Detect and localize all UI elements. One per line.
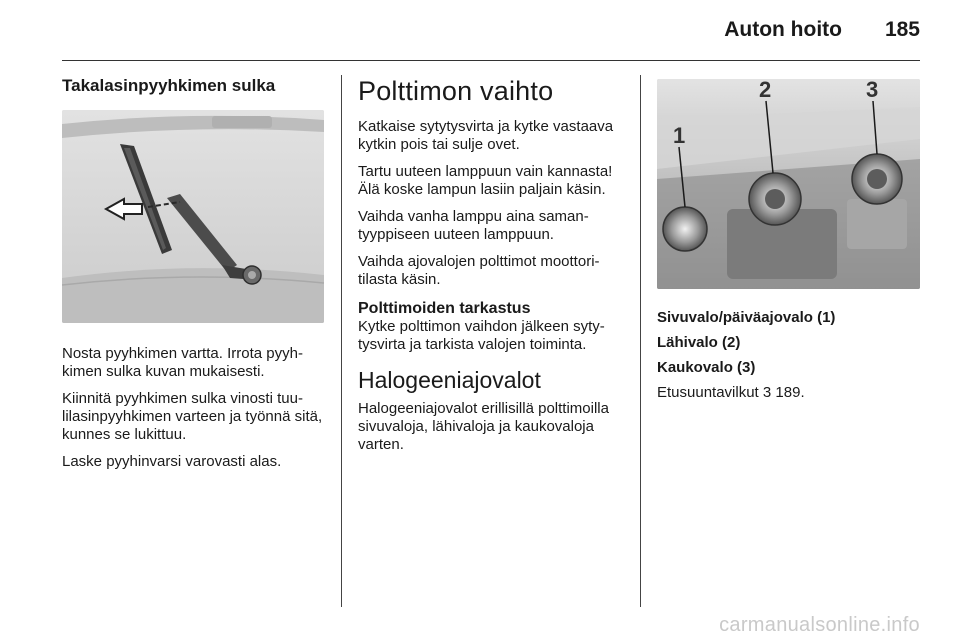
wiper-paragraph-1: Nosta pyyhkimen vartta. Irrota pyyhkimen sulka kuvan mukaisesti. [62,345,303,380]
wiper-blade-illustration [62,110,324,323]
wiper-blade-drawing [62,110,324,323]
column-divider-2 [640,75,641,607]
bulb-paragraph-1: Katkaise sytytysvirta ja kytke vastaava kytkin pois tai sulje ovet. [358,118,614,153]
section-heading-bulb: Polttimon vaihto [358,76,554,106]
watermark: carmanualsonline.info [719,614,920,636]
reference-text: Etusuuntavilkut [657,384,759,401]
page-header [0,0,960,62]
item-high-beam: Kaukovalo (3) [657,359,756,376]
chapter-title: Auton hoito [724,18,842,41]
column-wiper [62,75,324,480]
section-heading-halogen: Halogeeniajovalot [358,367,541,393]
halogen-paragraph: Halogeeniajovalot erillisillä polttimoilla sivuvaloja, lähivaloja ja kaukovaloja varten. [358,400,609,453]
column-headlamp [657,75,920,411]
bulb-paragraph-4: Vaihda ajovalojen polttimot moottoritilasta käsin. [358,253,600,288]
bulb-paragraph-2: Tartu uuteen lamppuun vain kannasta! Älä koske lampun lasiin paljain käsin. [358,163,613,198]
headlamp-illustration [657,79,920,289]
reference-line [657,384,920,402]
reference-arrow-icon: 3 [762,384,772,401]
figure-label-2: 2 [759,79,772,102]
bulb-paragraph-3: Vaihda vanha lamppu aina samantyyppiseen uuteen lamppuun. [358,208,589,243]
reference-page[interactable]: 189. [775,384,805,401]
wiper-paragraph-3: Laske pyyhinvarsi varovasti alas. [62,453,282,470]
column-divider-1 [341,75,342,607]
subsection-heading-check: Polttimoiden tarkastus [358,300,531,317]
section-heading-wiper: Takalasinpyyhkimen sulka [62,76,276,95]
page-number: 185 [884,18,920,41]
column-bulb-replacement [358,75,624,463]
item-low-beam: Lähivalo (2) [657,334,741,351]
header-divider [62,60,920,61]
headlamp-drawing [657,79,920,289]
check-paragraph: Kytke polttimon vaihdon jälkeen sytytysvirta ja tarkista valojen toiminta. [358,318,605,353]
figure-label-3: 3 [866,79,879,102]
item-side-light: Sivuvalo/päiväajovalo (1) [657,309,836,326]
figure-label-1: 1 [673,123,686,148]
wiper-paragraph-2: Kiinnitä pyyhkimen sulka vinosti tuulilasinpyyhkimen varteen ja työnnä sitä, kunnes se lukittuu. [62,390,323,443]
